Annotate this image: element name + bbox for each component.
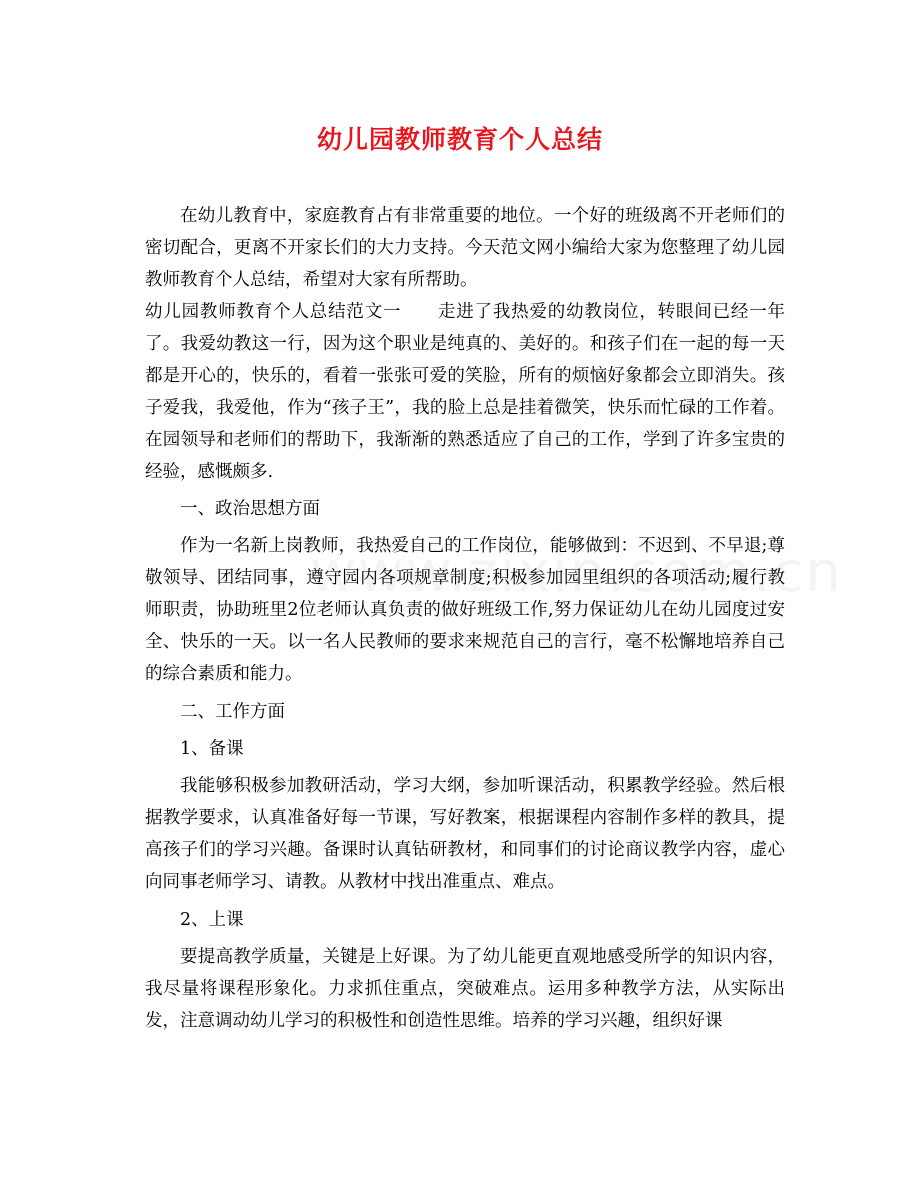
politics-paragraph: 作为一名新上岗教师，我热爱自己的工作岗位，能够做到：不迟到、不早退;尊敬领导、团结同事，遵守园内各项规章制度;积极参加园里组织的各项活动;履行教师职责，协助班里2位老师认真负责的做好班级工作,努力保证幼儿在幼儿园度过安全、快乐的一天。以一名人民教师的要求来规范自己的言行，毫不松懈地培养自己的综合素质和能力。 xyxy=(145,536,785,684)
intro-paragraph: 在幼儿教育中，家庭教育占有非常重要的地位。一个好的班级离不开老师们的密切配合，更离不开家长们的大力支持。今天范文网小编给大家为您整理了幼儿园教师教育个人总结，希望对大家有所帮助。 xyxy=(145,206,785,290)
document-body xyxy=(145,200,785,1037)
heading-lesson-prep: 1、备课 xyxy=(180,739,244,759)
lesson-prep-paragraph: 我能够积极参加教研活动，学习大纲，参加听课活动，积累教学经验。然后根据教学要求，认真准备好每一节课，写好教案，根据课程内容制作多样的教具，提高孩子们的学习兴趣。备课时认真钻研教材，和同事们的讨论商议教学内容，虚心向同事老师学习、请教。从教材中找出准重点、难点。 xyxy=(145,776,785,892)
heading-teaching: 2、上课 xyxy=(180,910,244,930)
heading-politics: 一、政治思想方面 xyxy=(180,499,320,519)
heading-work: 二、工作方面 xyxy=(180,702,285,722)
document-title: 幼儿园教师教育个人总结 xyxy=(316,125,603,154)
teaching-paragraph: 要提高教学质量，关键是上好课。为了幼儿能更直观地感受所学的知识内容，我尽量将课程形象化。力求抓住重点，突破难点。运用多种教学方法，从实际出发，注意调动幼儿学习的积极性和创造性思维。培养的学习兴趣，组织好课 xyxy=(145,947,785,1031)
section-one-paragraph: 幼儿园教师教育个人总结范文一 走进了我热爱的幼教岗位，转眼间已经一年了。我爱幼教这一行，因为这个职业是纯真的、美好的。和孩子们在一起的每一天都是开心的，快乐的，看着一张张可爱的笑脸，所有的烦恼好象都会立即消失。孩子爱我，我爱他，作为“孩子王”，我的脸上总是挂着微笑，快乐而忙碌的工作着。在园领导和老师们的帮助下，我渐渐的熟悉适应了自己的工作，学到了许多宝贵的经验，感慨颇多. xyxy=(145,302,785,482)
